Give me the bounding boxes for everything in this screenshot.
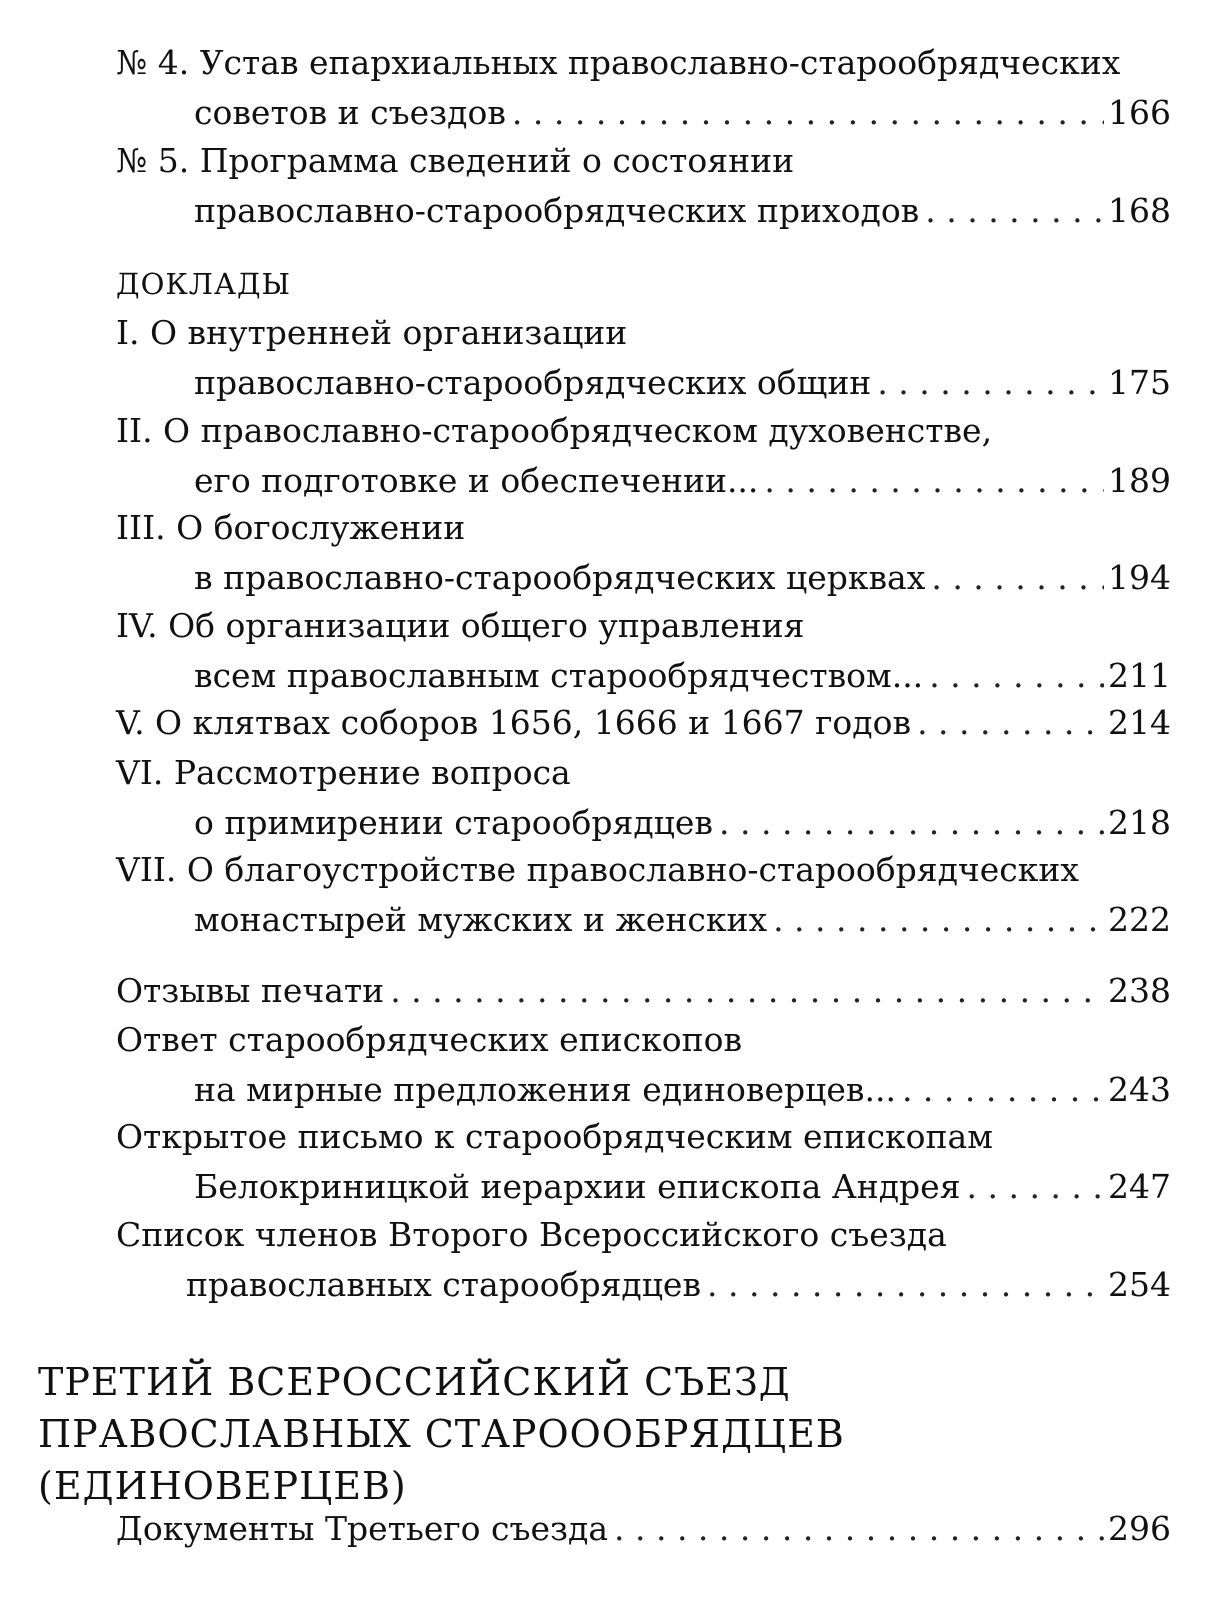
reports-heading: ДОКЛАДЫ xyxy=(116,267,292,301)
toc-entry-title-cont: советов и съездов xyxy=(194,93,506,132)
toc-entry-title-cont: православно-старообрядческих приходов xyxy=(194,191,920,230)
toc-entry-charter[interactable] xyxy=(116,38,1171,138)
toc-entry-title: V. О клятвах соборов 1656, 1666 и 1667 годов xyxy=(116,703,912,742)
toc-entry-program[interactable] xyxy=(116,136,1171,236)
toc-entry-title-cont: всем православным старообрядчеством... xyxy=(194,656,924,695)
toc-entry-report-4[interactable] xyxy=(116,601,1171,701)
page-number: 168 xyxy=(1108,191,1171,230)
dot-leader xyxy=(931,553,1104,603)
dot-leader xyxy=(719,798,1104,848)
dot-leader xyxy=(390,966,1104,1016)
page-number: 254 xyxy=(1108,1265,1171,1304)
toc-entry-title: VII. О благоустройстве православно-старообрядческих xyxy=(116,850,1079,889)
toc-entry-open-letter[interactable] xyxy=(116,1112,1171,1212)
toc-entry-title: Отзывы печати xyxy=(116,971,385,1010)
toc-entry-leader-line xyxy=(194,553,1171,603)
toc-entry-leader-line xyxy=(116,966,1171,1016)
toc-entry-press-reviews[interactable] xyxy=(116,966,1171,1016)
page-number: 194 xyxy=(1108,558,1171,597)
toc-entry-title: II. О православно-старообрядческом духовенстве, xyxy=(116,411,993,450)
toc-entry-title-cont: православно-старообрядческих общин xyxy=(194,363,872,402)
page-number: 218 xyxy=(1108,803,1171,842)
dot-leader xyxy=(614,1504,1104,1554)
toc-entry-report-1[interactable] xyxy=(116,308,1171,408)
toc-entry-title: № 4. Устав епархиальных православно-старообрядческих xyxy=(116,43,1121,82)
toc-entry-leader-line xyxy=(194,895,1171,945)
toc-entry-title: Документы Третьего съезда xyxy=(116,1509,609,1548)
page-number: 214 xyxy=(1108,703,1171,742)
toc-entry-leader-line xyxy=(194,651,1171,701)
dot-leader xyxy=(925,186,1104,236)
toc-entry-report-2[interactable] xyxy=(116,406,1171,506)
dot-leader xyxy=(877,358,1104,408)
page-number: 238 xyxy=(1108,971,1171,1010)
toc-entry-title: № 5. Программа сведений о состоянии xyxy=(116,141,795,180)
toc-entry-title: Ответ старообрядческих епископов xyxy=(116,1020,743,1059)
dot-leader xyxy=(929,651,1104,701)
dot-leader xyxy=(902,1065,1104,1115)
toc-entry-title: I. О внутренней организации xyxy=(116,313,628,352)
toc-entry-title: Список членов Второго Всероссийского съезда xyxy=(116,1215,947,1254)
toc-entry-title: IV. Об организации общего управления xyxy=(116,606,805,645)
toc-entry-leader-line xyxy=(194,358,1171,408)
toc-entry-title-cont: о примирении старообрядцев xyxy=(194,803,713,842)
toc-entry-report-6[interactable] xyxy=(116,748,1171,848)
page-number: 243 xyxy=(1108,1070,1171,1109)
page-number: 211 xyxy=(1108,656,1171,695)
toc-entry-leader-line xyxy=(194,88,1171,138)
dot-leader xyxy=(773,895,1104,945)
toc-entry-leader-line xyxy=(194,456,1171,506)
toc-entry-title-cont: православных старообрядцев xyxy=(186,1265,702,1304)
toc-entry-title-cont: на мирные предложения единоверцев... xyxy=(194,1070,896,1109)
page-number: 166 xyxy=(1108,93,1171,132)
toc-entry-title: VI. Рассмотрение вопроса xyxy=(116,753,571,792)
toc-entry-title: Открытое письмо к старообрядческим епископам xyxy=(116,1117,993,1156)
toc-entry-leader-line xyxy=(194,1065,1171,1115)
toc-entry-leader-line xyxy=(194,186,1171,236)
toc-entry-leader-line xyxy=(116,1504,1171,1554)
section-title-line-2: ПРАВОСЛАВНЫХ СТАРОООБРЯДЦЕВ (ЕДИНОВЕРЦЕВ) xyxy=(38,1412,845,1508)
dot-leader xyxy=(512,88,1104,138)
toc-entry-bishops-answer[interactable] xyxy=(116,1015,1171,1115)
page-number: 175 xyxy=(1108,363,1171,402)
toc-entry-third-congress-documents[interactable] xyxy=(116,1504,1171,1554)
toc-entry-title-cont: Белокриницкой иерархии епископа Андрея xyxy=(194,1167,961,1206)
toc-entry-title-cont: монастырей мужских и женских xyxy=(194,900,768,939)
page-number: 189 xyxy=(1108,461,1171,500)
toc-entry-leader-line xyxy=(194,798,1171,848)
dot-leader xyxy=(707,1260,1104,1310)
toc-entry-leader-line xyxy=(116,698,1171,748)
page-number: 296 xyxy=(1108,1509,1171,1548)
dot-leader xyxy=(917,698,1104,748)
toc-entry-title: III. О богослужении xyxy=(116,508,466,547)
toc-entry-title-cont: в православно-старообрядческих церквах xyxy=(194,558,926,597)
toc-entry-leader-line xyxy=(186,1260,1171,1310)
page-number: 222 xyxy=(1108,900,1171,939)
toc-entry-report-7[interactable] xyxy=(116,845,1171,945)
toc-entry-title-cont: его подготовке и обеспечении... xyxy=(194,461,759,500)
section-title-line-1: ТРЕТИЙ ВСЕРОССИЙСКИЙ СЪЕЗД xyxy=(38,1360,791,1404)
toc-entry-members-list[interactable] xyxy=(116,1210,1171,1310)
page-number: 247 xyxy=(1108,1167,1171,1206)
dot-leader xyxy=(764,456,1104,506)
dot-leader xyxy=(967,1162,1104,1212)
toc-entry-report-5[interactable] xyxy=(116,698,1171,748)
toc-entry-report-3[interactable] xyxy=(116,503,1171,603)
toc-entry-leader-line xyxy=(194,1162,1171,1212)
